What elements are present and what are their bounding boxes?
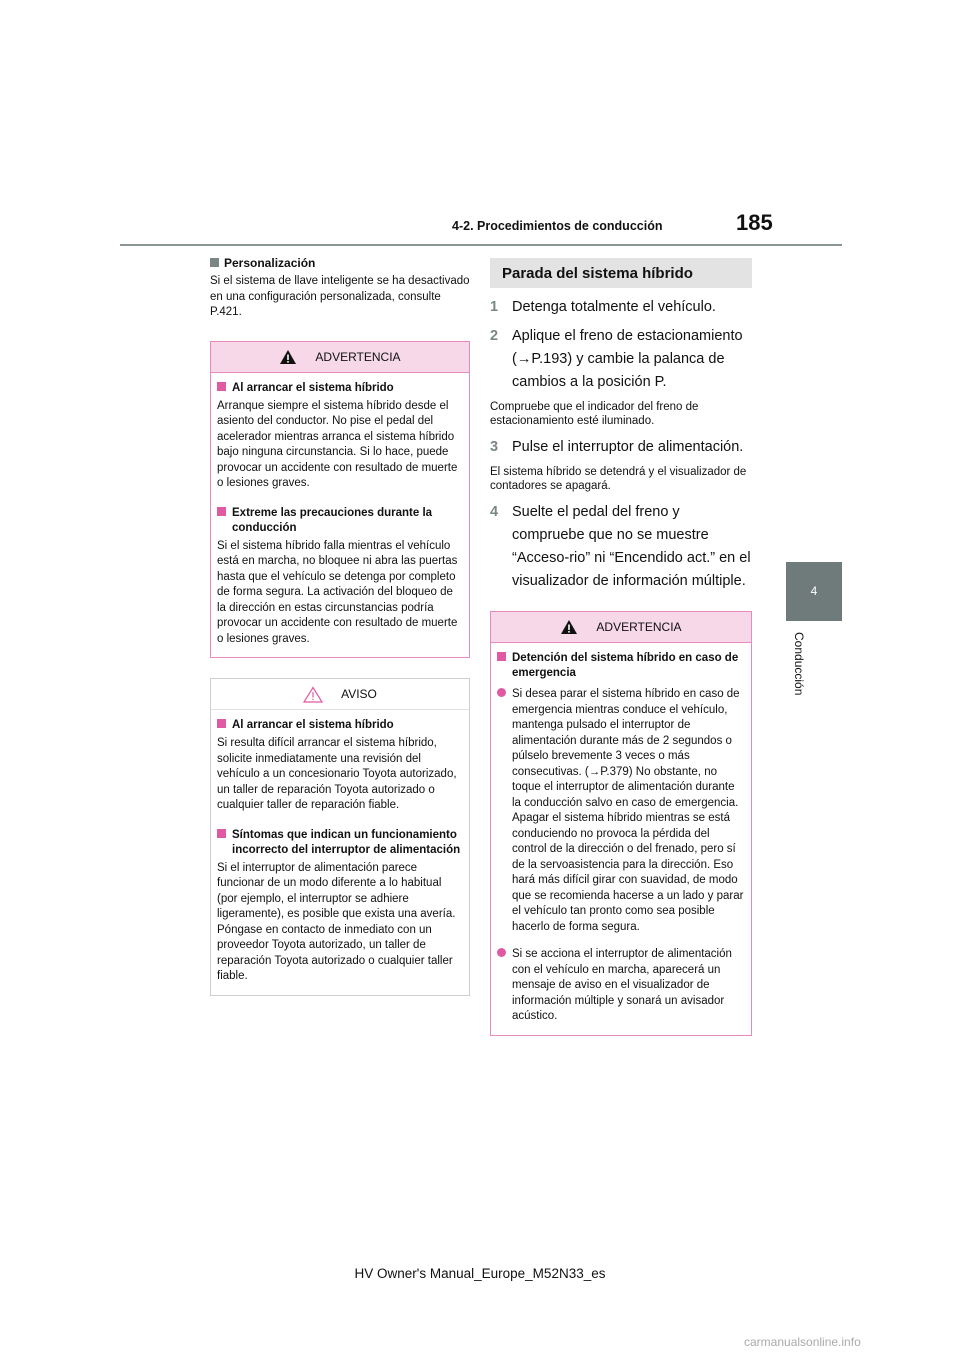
personalization-text: Si el sistema de llave inteligente se ha desactivado en una configuración personalizada, consulte P.421. [210,275,470,318]
notice-label: AVISO [341,687,377,701]
warning-triangle-icon [279,349,297,365]
personalization-heading: Personalización [210,256,470,270]
warning-box-header [491,612,751,643]
step-item: 4 Suelte el pedal del freno y compruebe que no se muestre “Acceso-rio” ni “Encendido act.” en el visualizador de información múltiple. [490,504,751,589]
step-item: 1 Detenga totalmente el vehículo. [490,299,716,315]
warning-label: ADVERTENCIA [315,349,401,364]
square-bullet-icon [217,829,226,838]
footer-text: HV Owner's Manual_Europe_M52N33_es [354,1266,606,1281]
caution-triangle-icon [303,686,323,703]
step-item: 3 Pulse el interruptor de alimentación. [490,439,744,455]
left-column [210,256,470,996]
header-divider [120,244,842,246]
square-bullet-icon [497,652,506,661]
chapter-tab[interactable]: 4 [786,562,842,621]
right-column [490,258,752,1036]
square-bullet-icon [217,382,226,391]
warning-box [490,611,752,1036]
section-heading: Parada del sistema híbrido [490,258,752,288]
step-note: El sistema híbrido se detendrá y el visualizador de contadores se apagará. [490,466,747,492]
warning-bullet: Si se acciona el interruptor de alimentación con el vehículo en marcha, aparecerá un mensaje de aviso en el visualizador de información múltiple y sonará un avisador acústico. [497,947,745,1025]
square-bullet-icon [210,258,219,267]
square-bullet-icon [217,507,226,516]
warning-label: ADVERTENCIA [596,620,682,634]
notice-item: Al arrancar el sistema híbrido Si resulta difícil arrancar el sistema híbrido, solicite inmediatamente una revisión del vehículo a un concesionario Toyota autorizado, un taller de reparación Toyota autorizado o cualquier taller de reparación fiable. [217,719,457,811]
warning-box-header [211,342,469,373]
dot-bullet-icon [497,688,506,697]
warning-box [210,341,470,659]
watermark: carmanualsonline.info [744,1335,861,1349]
square-bullet-icon [217,719,226,728]
step-item: 2 Aplique el freno de estacionamiento (→P.193) y cambie la palanca de cambios a la posición P. [490,328,743,390]
warning-bullet: Si desea parar el sistema híbrido en caso de emergencia mientras conduce el vehículo, mantenga pulsado el interruptor de alimentación durante más de 2 segundos o púlselo brevemente 3 veces o más consecutivas. (→P.379) No obstante, no toque el interruptor de alimentación durante la conducción salvo en caso de emergencia. Apagar el sistema híbrido mientras se está conduciendo no provoca la pérdida del control de la dirección o del frenado, pero sí de la servoasistencia para la dirección. Eso hará más difícil girar con suavidad, de modo que se recomienda hacerse a un lado y parar el vehículo tan pronto como sea posible hacerlo de forma segura. [497,687,745,935]
warning-item: Extreme las precauciones durante la conducción Si el sistema híbrido falla mientras el vehículo está en marcha, no bloquee ni abra las puertas hasta que el vehículo se detenga por completo de forma segura. La activación del bloqueo de la dirección en estas circunstancias podría provocar un accidente con resultado de muerte o lesiones graves. [217,506,458,645]
dot-bullet-icon [497,948,506,957]
section-title: 4-2. Procedimientos de conducción [452,219,663,233]
warning-item-title: Detención del sistema híbrido en caso de emergencia [497,651,745,681]
notice-box-header [211,679,469,710]
notice-box [210,678,470,996]
chapter-label: Conducción [792,632,806,696]
warning-triangle-icon [560,619,578,635]
step-note: Compruebe que el indicador del freno de estacionamiento esté iluminado. [490,401,699,427]
notice-item: Síntomas que indican un funcionamiento incorrecto del interruptor de alimentación Si el interruptor de alimentación parece funcionar de un modo diferente a lo habitual (por ejemplo, el interruptor se adhiere ligeramente), es posible que exista una avería. Póngase en contacto de inmediato con un proveedor Toyota autorizado, un taller de reparación Toyota autorizado o cualquier taller fiable. [217,828,461,982]
page-number: 185 [736,210,773,235]
warning-item: Al arrancar el sistema híbrido Arranque siempre el sistema híbrido desde el asiento del conductor. No pise el pedal del acelerador mientras arranca el sistema híbrido bajo ninguna circunstancia. Si lo hace, puede provocar un accidente con resultado de muerte o lesiones graves. [217,381,458,489]
